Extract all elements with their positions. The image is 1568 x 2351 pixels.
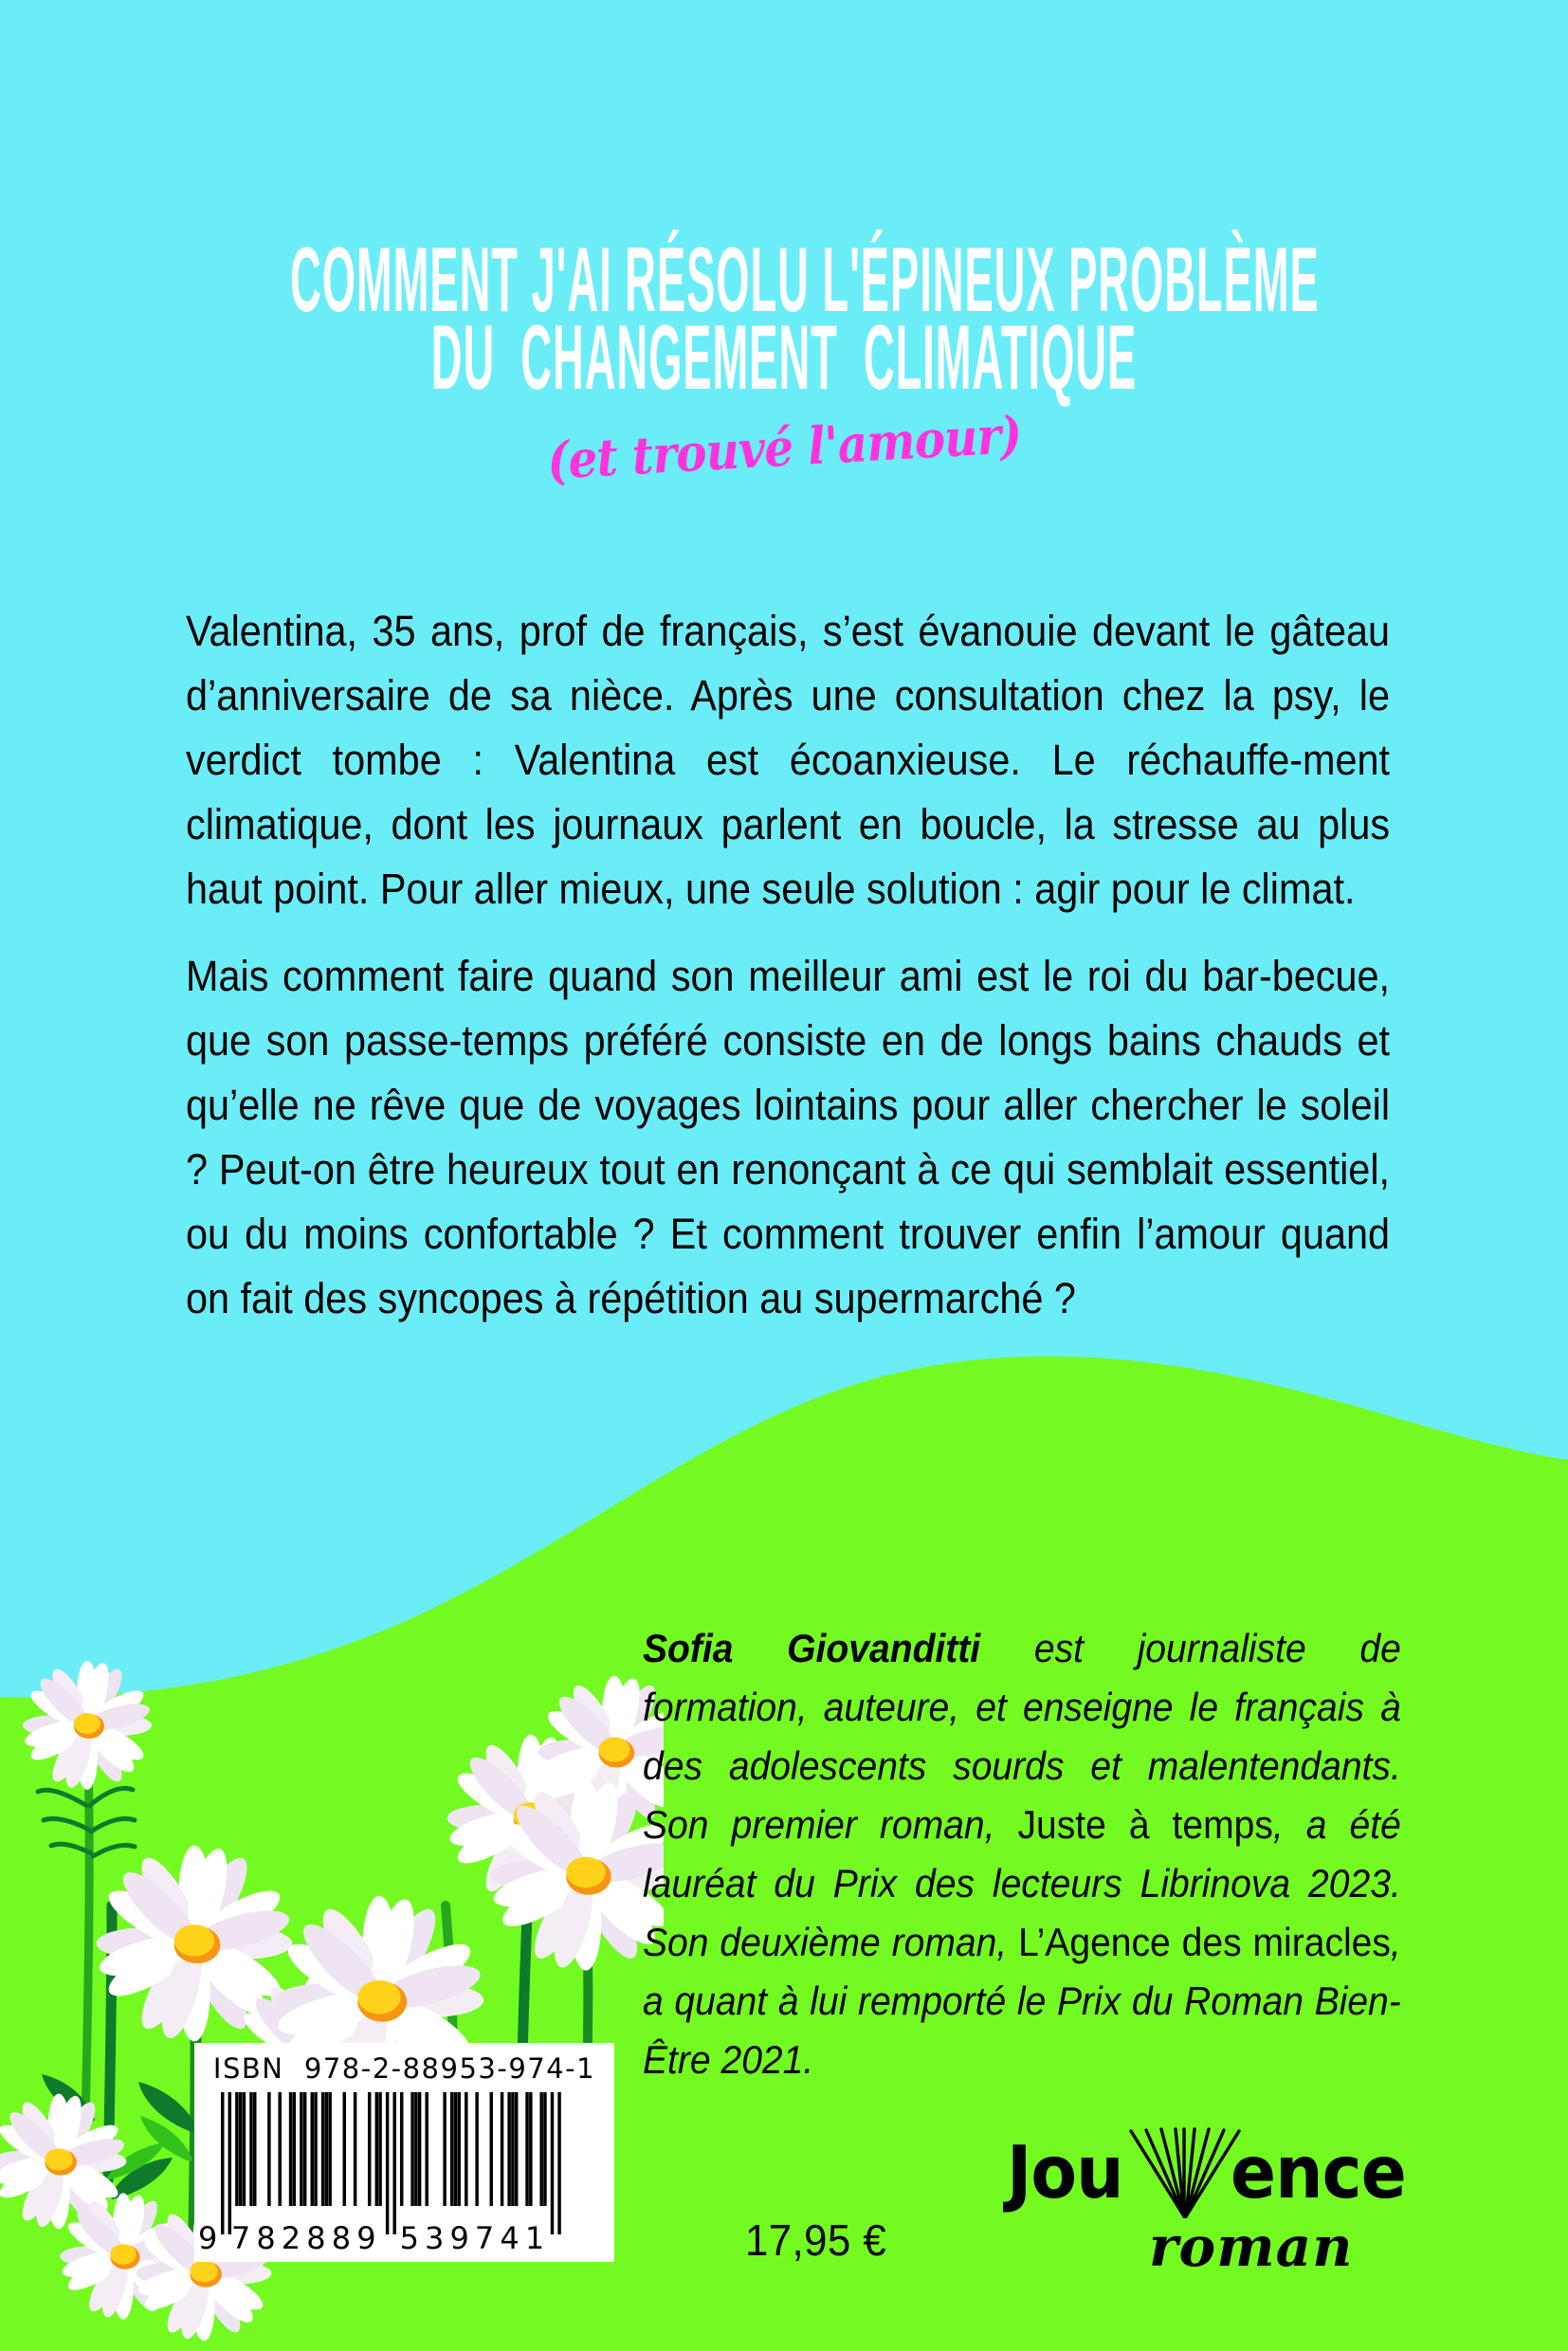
blurb-paragraph-1: Valentina, 35 ans, prof de français, s’est évanouie devant le gâteau d’anniversaire de sa nièce. Après une consultation chez la psy, le verdict tombe : Valentina est écoanxieuse. Le réchauffe-ment climatique, dont les journaux parlent en boucle, la stresse au plus haut point. Pour aller mieux, une seule solution : agir pour le climat. — [186, 607, 1391, 913]
barcode-digit: 8 — [256, 2220, 276, 2256]
subtitle-text: (et trouvé l'amour) — [545, 404, 1023, 491]
barcode-digit: 9 — [449, 2220, 469, 2256]
barcode-digit: 1 — [524, 2220, 545, 2256]
publisher-logo — [1007, 2131, 1414, 2321]
barcode-digit: 9 — [356, 2220, 376, 2256]
author-name: Sofia Giovanditti — [643, 1626, 981, 1670]
title-line-1: COMMENT J'AI RÉSOLU L'ÉPINEUX PROBLÈME — [289, 229, 1320, 332]
work-title-2: L’Agence des miracles — [1018, 1920, 1391, 1964]
publisher-imprint: roman — [1149, 2214, 1354, 2279]
barcode-digit: 8 — [331, 2220, 352, 2256]
work-title-1: Juste à temps — [1017, 1802, 1273, 1847]
publisher-name-part-2: ence — [1231, 2131, 1406, 2215]
price-label: 17,95 € — [745, 2215, 887, 2265]
daisy-head — [22, 1660, 152, 1790]
bio-segment-1: est journaliste de formation, auteure, et enseigne le français à des adolescents sourds et malentendants. Son premier roman, — [643, 1626, 1401, 1847]
back-cover-blurb — [186, 599, 1390, 1354]
barcode-digit: 8 — [306, 2220, 326, 2256]
book-subtitle — [0, 404, 1568, 491]
publisher-name-part-1: Jou — [1007, 2131, 1123, 2215]
barcode-digit: 9 — [198, 2220, 218, 2256]
bio-segment-2: , a été lauréat du Prix des lecteurs Librinova 2023. Son deuxième roman, — [643, 1802, 1401, 1964]
barcode-digit: 3 — [425, 2220, 445, 2256]
title-line-2: DU CHANGEMENT CLIMATIQUE — [430, 307, 1138, 410]
barcode-digit: 2 — [281, 2220, 301, 2256]
bio-segment-3: , a quant à lui remporté le Prix du Roman Bien-Être 2021. — [643, 1920, 1401, 2082]
blurb-paragraph-2: Mais comment faire quand son meilleur ami est le roi du bar-becue, que son passe-temps préféré consiste en de longs bains chauds et qu’elle ne rêve que de voyages lointains pour aller chercher le soleil ? Peut-on être heureux tout en renonçant à ce qui semblait essentiel, ou du moins confortable ? Et comment trouver enfin l’amour quand on fait des syncopes à répétition au supermarché ? — [186, 952, 1391, 1322]
barcode-digit: 7 — [230, 2220, 251, 2256]
author-bio — [643, 1619, 1401, 2089]
isbn-number: ISBN 978-2-88953-974-1 — [212, 2052, 596, 2085]
isbn-barcode-block — [194, 2043, 614, 2262]
barcode-digit: 7 — [474, 2220, 495, 2256]
barcode-digit: 5 — [399, 2220, 419, 2256]
barcode-digit: 4 — [500, 2220, 520, 2256]
open-book-v-icon — [1125, 2125, 1249, 2224]
